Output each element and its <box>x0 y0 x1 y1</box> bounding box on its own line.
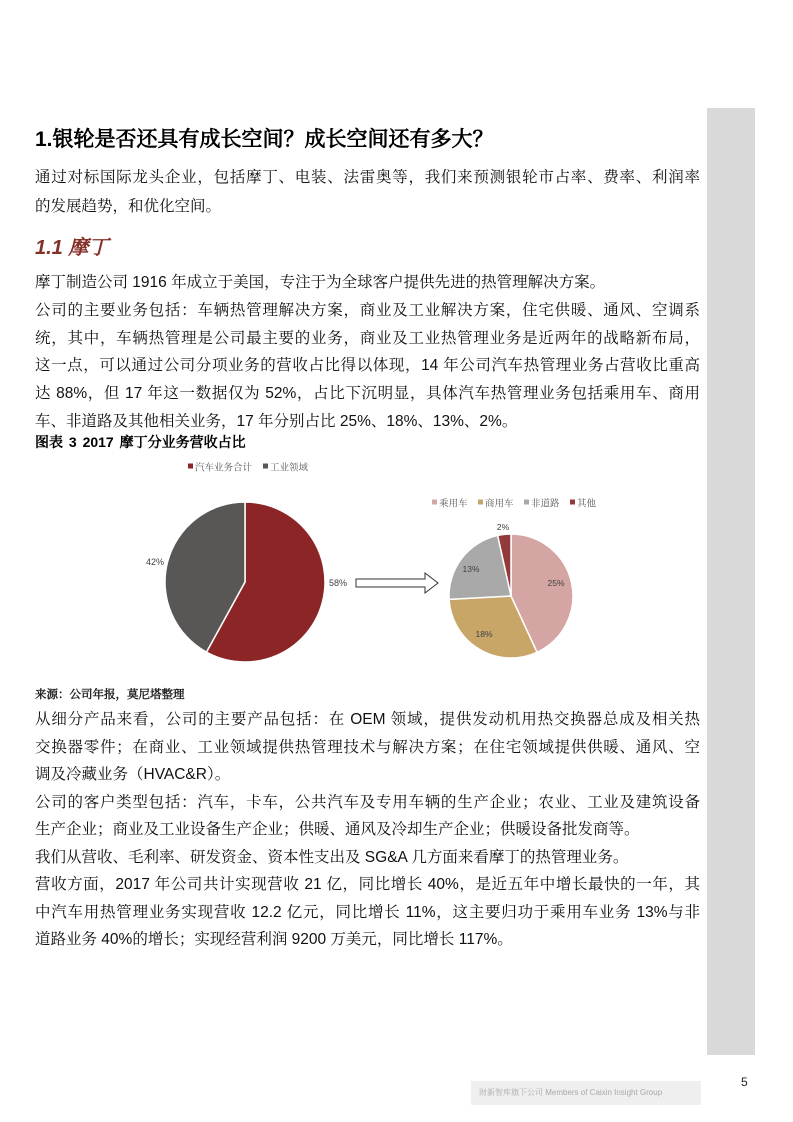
text-line: 车、非道路及其他相关业务，17 年分别占比 25%、18%、13%、2%。 <box>35 412 518 430</box>
text-line: 中汽车用热管理业务实现营收 12.2 亿元，同比增长 11%，这主要归功于乘用车业务 13%与非 <box>35 903 700 921</box>
text-line: 公司的客户类型包括：汽车，卡车，公共汽车及专用车辆的生产企业；农业、工业及建筑设备 <box>35 793 700 811</box>
side-margin-bar <box>707 108 755 1055</box>
legend-swatch <box>263 464 268 469</box>
figure-caption: 图表 3 2017 摩丁分业务营收占比 <box>35 434 246 450</box>
text-line: 通过对标国际龙头企业，包括摩丁、电装、法雷奥等，我们来预测银轮市占率、费率、利润率 <box>35 169 700 186</box>
chart-legend <box>432 498 597 510</box>
text-line: 生产企业；商业及工业设备生产企业；供暖、通风及冷却生产企业；供暖设备批发商等。 <box>35 821 640 838</box>
paragraph <box>35 844 700 872</box>
pie-chart-2 <box>432 498 597 659</box>
legend-label: 乘用车 <box>439 498 468 510</box>
paragraph <box>35 871 700 954</box>
legend-label: 商用车 <box>485 498 514 510</box>
footer-bar <box>471 1081 701 1105</box>
text-line: 从细分产品来看，公司的主要产品包括：在 OEM 领域，提供发动机用热交换器总成及相关热 <box>35 711 700 728</box>
paragraph <box>35 297 700 436</box>
data-label: 13% <box>462 564 480 574</box>
legend-swatch <box>570 500 575 505</box>
legend-label: 其他 <box>577 498 597 510</box>
section-heading: 1.银轮是否还具有成长空间？成长空间还有多大？ <box>35 128 494 151</box>
text-line: 公司的主要业务包括：车辆热管理解决方案，商业及工业解决方案，住宅供暖、通风、空调系 <box>35 301 700 319</box>
page-number: 5 <box>741 1075 748 1089</box>
body-text-before-figure <box>35 269 700 436</box>
text-line: 的发展趋势，和优化空间。 <box>35 197 222 215</box>
body-text-after-figure <box>35 706 700 954</box>
legend-label: 非道路 <box>531 498 560 510</box>
data-label: 2% <box>496 522 510 532</box>
text-line: 达 88%，但 17 年这一数据仅为 52%，占比下沉明显，具体汽车热管理业务包括乘用车、商用 <box>35 385 700 403</box>
legend-label: 工业领域 <box>270 462 309 474</box>
text-line: 摩丁制造公司 1916 年成立于美国，专注于为全球客户提供先进的热管理解决方案。 <box>35 274 606 291</box>
data-label: 25% <box>547 578 565 588</box>
arrow-connector <box>356 573 438 593</box>
figure-source: 来源：公司年报，莫尼塔整理 <box>35 689 185 701</box>
paragraph <box>35 706 700 789</box>
footer-text: 财新智库旗下公司 Members of Caixin Insight Group <box>479 1088 663 1097</box>
pie-chart-1 <box>146 462 347 663</box>
legend-swatch <box>524 500 529 505</box>
paragraph <box>35 789 700 844</box>
legend-swatch <box>478 500 483 505</box>
data-label: 58% <box>328 578 348 588</box>
chart-legend <box>188 462 309 474</box>
text-line: 交换器零件；在商业、工业领域提供热管理技术与解决方案；在住宅领域提供供暖、通风、空 <box>35 738 700 756</box>
text-line: 道路业务 40%的增长；实现经营利润 9200 万美元，同比增长 117%。 <box>35 931 513 948</box>
legend-swatch <box>432 500 437 505</box>
figure-pie-charts <box>0 455 707 687</box>
text-line: 营收方面，2017 年公司共计实现营收 21 亿，同比增长 40%，是近五年中增长最快的一年，其 <box>35 876 700 893</box>
legend-swatch <box>188 464 193 469</box>
text-line: 统，其中，车辆热管理是公司最主要的业务，商业及工业热管理业务是近两年的战略新布局， <box>35 329 700 347</box>
text-line: 我们从营收、毛利率、研发资金、资本性支出及 SG&A 几方面来看摩丁的热管理业务。 <box>35 848 629 866</box>
subsection-title: 1.1 摩丁 <box>35 237 109 259</box>
legend-label: 汽车业务合计 <box>195 462 253 474</box>
intro-paragraph <box>35 164 700 221</box>
text-line: 调及冷藏业务（HVAC&R）。 <box>35 766 231 783</box>
data-label: 18% <box>475 629 493 639</box>
text-line: 这一点，可以通过公司分项业务的营收占比得以体现，14 年公司汽车热管理业务占营收比重高 <box>35 357 700 375</box>
paragraph <box>35 269 700 297</box>
data-label: 42% <box>145 557 165 567</box>
